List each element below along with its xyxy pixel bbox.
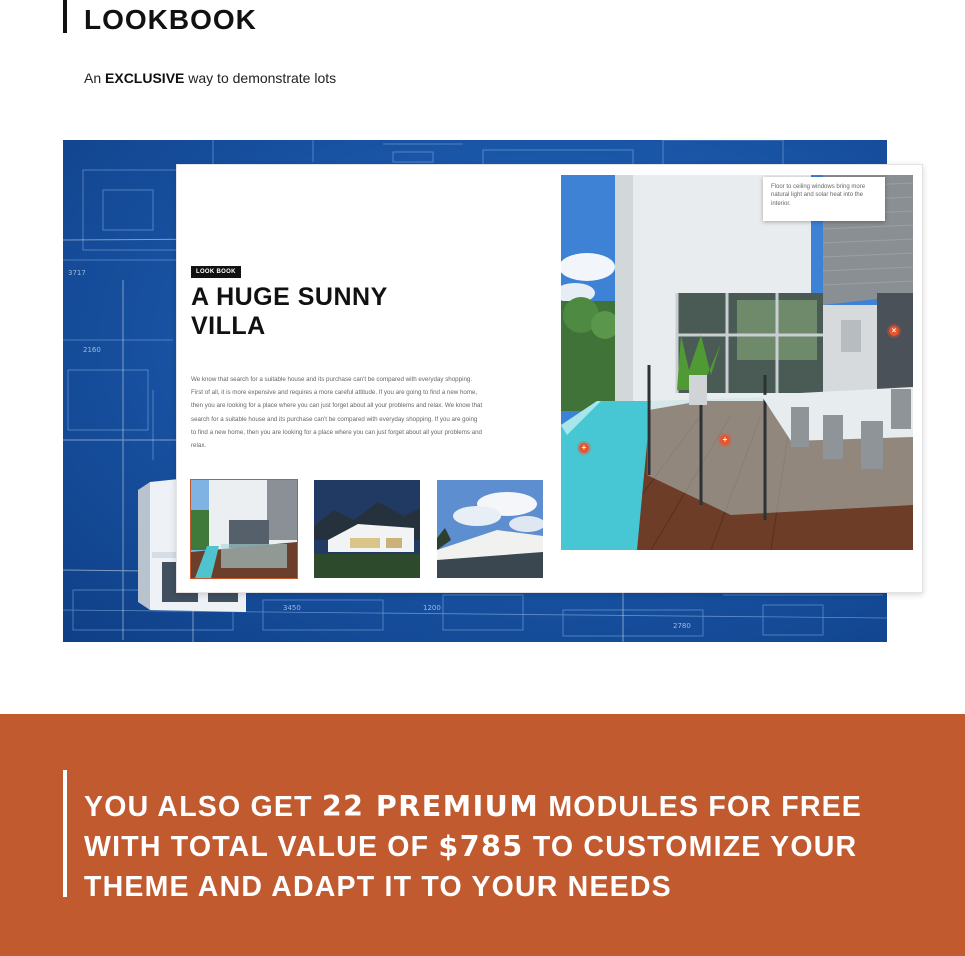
villa-main-photo-image <box>561 175 913 550</box>
subtitle-prefix: An <box>84 70 102 86</box>
thumbnail-pool-patio[interactable] <box>191 480 297 578</box>
hotspot-button-table[interactable]: + <box>720 435 730 445</box>
promo-accent-bar <box>63 770 67 897</box>
villa-title <box>191 283 451 341</box>
villa-description: We know that search for a suitable house and its purchase can't be compared with everyday shopping. First of all, it is more expensive and requires a more careful attitude. If you are going to find a new home, then you are looking for a place where you can just forget about all your problems and relax. We know that search for a suitable house and its purchase can't be compared with everyday shopping. If you are going to find a new home, then you are looking for a place where you can just forget about all your problems and relax. <box>191 376 483 450</box>
promo-part3: TO CUSTOMIZE YOUR THEME AND ADAPT IT TO YOUR NEEDS <box>84 831 858 903</box>
thumbnail-villa-night[interactable] <box>314 480 420 578</box>
hotspot-tooltip: Floor to ceiling windows bring more natural light and solar heat into the interior. <box>763 177 885 221</box>
subtitle-suffix: way to demonstrate lots <box>188 70 337 86</box>
title-accent-bar <box>63 0 67 33</box>
svg-text:1200: 1200 <box>423 604 441 612</box>
villa-title-line2: VILLA <box>191 312 266 340</box>
hotspot-button-pool[interactable]: + <box>579 443 589 453</box>
svg-text:2780: 2780 <box>673 622 691 630</box>
pool-patio-thumbnail-image <box>191 480 297 578</box>
svg-text:2160: 2160 <box>83 346 101 354</box>
promo-bold-modules: 22 PREMIUM <box>321 790 540 823</box>
page-subtitle <box>84 70 336 86</box>
promo-text <box>84 787 904 907</box>
lookbook-badge: LOOK BOOK <box>191 266 241 278</box>
premium-modules-promo <box>0 714 965 956</box>
page-title: LOOKBOOK <box>84 4 257 35</box>
lookbook-card <box>176 164 923 593</box>
villa-title-line1: A HUGE SUNNY <box>191 283 388 311</box>
svg-text:3717: 3717 <box>68 269 86 277</box>
promo-part1: YOU ALSO GET <box>84 791 313 823</box>
villa-sky-thumbnail-image <box>437 480 543 578</box>
thumbnail-villa-sky[interactable] <box>437 480 543 578</box>
svg-text:3450: 3450 <box>283 604 301 612</box>
promo-part2: MODULES FOR FREE WITH TOTAL VALUE OF <box>84 791 863 863</box>
subtitle-bold: EXCLUSIVE <box>105 70 185 86</box>
hotspot-close-button[interactable]: × <box>889 326 899 336</box>
villa-night-thumbnail-image <box>314 480 420 578</box>
villa-main-photo <box>561 175 913 550</box>
promo-bold-value: $785 <box>438 830 524 863</box>
